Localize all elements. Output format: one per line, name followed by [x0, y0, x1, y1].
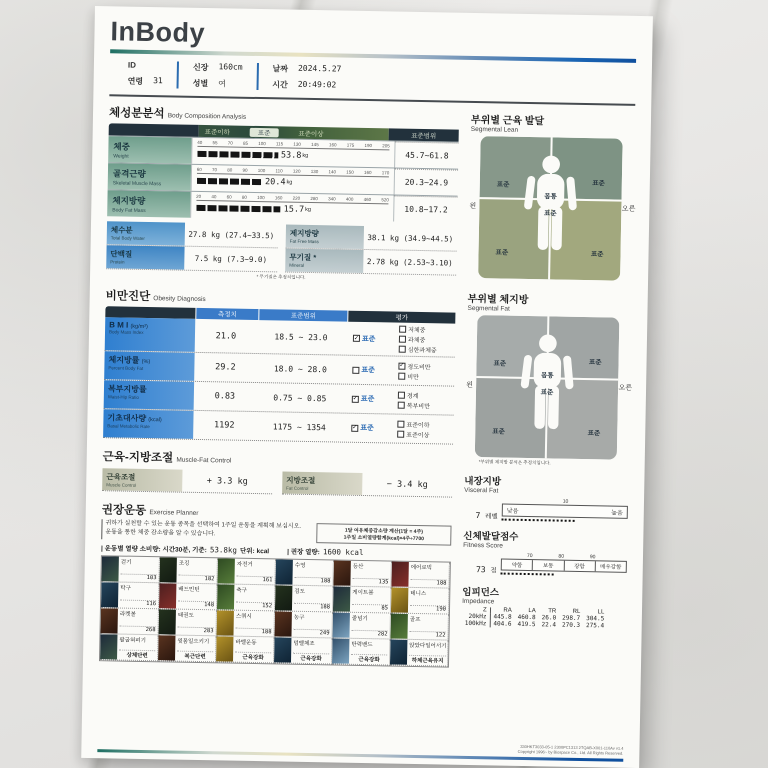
muscle-label: 골격근량 [112, 168, 146, 179]
weight-label-en: Weight [113, 153, 129, 160]
weight-range: 45.7~61.8 [394, 142, 458, 169]
fat-right-side-label: 오른 [618, 384, 633, 393]
section-fitness-score [463, 528, 628, 577]
section-visceral-fat [464, 473, 629, 523]
exercise-desc-line2: 운동을 통한 체중 감소량을 알 수 있습니다. [105, 529, 216, 538]
fat-control-cell [282, 472, 452, 498]
fat-trunk-word: 몸통 [540, 372, 554, 380]
protein-cell [106, 245, 277, 272]
whr-opt1-label: 경계 [406, 393, 419, 400]
tbw-value: 27.8 kg (27.4~33.5) [188, 229, 275, 241]
pbf-value: 29.2 [215, 362, 236, 373]
fat-ticks: 20 40 60 80 100 160 220 280 340 400 460 520 [196, 193, 389, 203]
segmental-fat-diagram [466, 315, 633, 460]
footer-code: 330HKT3033-05-1 2300PC1313 2TQAB-X001-110Av v1.4 [520, 743, 624, 751]
bmi-unit: (kg/m²) [130, 323, 148, 331]
bmr-range: 1175 ~ 1354 [272, 421, 326, 432]
fitness-subtitle: Fitness Score [463, 541, 503, 550]
fat-control-value: − 3.4 kg [386, 479, 428, 491]
id-value [153, 61, 163, 71]
muscle-control-value: + 3.3 kg [206, 476, 248, 487]
muscle-unit: kg [286, 179, 293, 186]
exercise-cell: 걷기 103 [101, 556, 159, 583]
fat-control-label-en: Fat Control [286, 485, 309, 491]
fitness-segments: 약함 보통 강함 매우강함 [501, 559, 627, 573]
bmr-eval-checkbox: ✓ [352, 424, 358, 431]
visceral-subtitle: Visceral Fat [464, 486, 499, 495]
protein-label-cell [106, 245, 184, 269]
bmr-eval-label: 표준 [360, 424, 374, 433]
muscle-control-label-cell [102, 468, 182, 491]
ffm-label: 제지방량 [289, 228, 319, 239]
info-group-body [177, 62, 257, 90]
exercise-thumbnail [100, 634, 117, 659]
exercise-thumbnail [101, 556, 118, 581]
fat-value: 15.7 [283, 204, 305, 215]
info-group-id [114, 60, 178, 88]
section-segmental-fat [465, 290, 632, 468]
exercise-cell: 태권도 283 [158, 609, 216, 636]
ffm-value: 38.1 kg (34.9~44.5) [367, 233, 454, 244]
exercise-cell: 탁구 116 [101, 582, 159, 609]
section-muscle-fat-control [102, 448, 453, 497]
fitness-unit: 점 [490, 567, 497, 575]
tbw-label: 체수분 [110, 225, 133, 235]
weight-value: 53.8 [280, 150, 302, 161]
exercise-thumbnail [217, 584, 234, 609]
inbody-report-page [81, 6, 653, 768]
inbody-logo: InBody [110, 16, 206, 49]
fitness-scale [501, 553, 627, 577]
exercise-thumbnail [101, 608, 118, 633]
exercise-cell: 줄넘기 282 [332, 612, 390, 639]
exercise-thumbnail [391, 562, 408, 587]
pbf-label-cell [104, 351, 194, 381]
fat-bar-area [190, 192, 394, 222]
fat-label: 체지방량 [112, 195, 146, 206]
whr-label-en: Waist-Hip Ratio [107, 394, 139, 400]
exercise-cell: 윗몸일으키기 복근단련 [158, 635, 216, 662]
muscle-bar-area [190, 165, 394, 195]
protein-label: 단백질 [110, 249, 133, 259]
weight-unit: kg [302, 152, 309, 159]
pbf-eval-checkbox [352, 366, 359, 373]
fat-right-arm-label: 표준 [588, 358, 602, 367]
visceral-low-label: 낮음 [506, 508, 519, 515]
age-label: 연령 [127, 76, 144, 86]
lean-right-leg-label: 표준 [590, 250, 604, 259]
ffm-label-cell [286, 225, 364, 249]
exercise-thumbnail [217, 558, 234, 583]
lean-left-side-label: 왼 [469, 203, 477, 211]
left-column [98, 104, 460, 742]
exercise-cell: 덤벨체조 근육강화 [274, 637, 332, 664]
whr-eval-label: 표준 [360, 395, 375, 404]
pbf-opt1-label: 경도비만 [407, 364, 431, 371]
muscle-control-label: 근육조절 [106, 472, 136, 482]
segmental-lean-subtitle: Segmental Lean [470, 125, 519, 134]
exercise-cell: 라켓볼 268 [100, 608, 158, 635]
whr-opt2-checkbox [398, 401, 405, 408]
ffm-label-en: Fat Free Mass [289, 238, 319, 245]
mineral-value: 2.78 kg (2.53~3.10) [366, 257, 453, 268]
exercise-cell: 에어로빅 188 [391, 562, 449, 589]
muscle-label-en: Skeletal Muscle Mass [112, 180, 162, 188]
exercise-cell: 검도 188 [275, 585, 333, 612]
exercise-thumbnail [274, 637, 291, 662]
pbf-label: 체지방률 [108, 355, 140, 365]
whr-opt1-checkbox [398, 391, 405, 398]
height-label: 신장 [192, 62, 209, 73]
weight-label-cell [108, 136, 191, 164]
body-comp-header-spacer [109, 123, 199, 137]
whr-range: 0.75 ~ 0.85 [273, 392, 327, 403]
segmental-fat-subtitle: Segmental Fat [467, 304, 510, 313]
pbf-label-en: Percent Body Fat [108, 365, 144, 371]
date-label: 날짜 [272, 64, 289, 74]
exercise-cell: 농구 249 [274, 611, 332, 638]
exercise-thumbnail [332, 638, 349, 663]
eval-header: 평가 [348, 311, 455, 324]
section-obesity-diagnosis [103, 287, 456, 444]
header-divider [109, 94, 635, 106]
impedance-title: 임피던스 [462, 586, 500, 599]
bmi-value: 21.0 [215, 330, 237, 342]
muscle-fat-subtitle: Muscle-Fat Control [176, 456, 232, 465]
lean-right-side-label: 오른 [621, 206, 636, 214]
exercise-cell: 팔굽혀펴기 상체단련 [100, 634, 158, 661]
muscle-control-cell [102, 468, 272, 494]
visceral-high-label: 높음 [611, 510, 623, 517]
date-value: 2024.5.27 [297, 63, 342, 74]
whr-value: 0.83 [214, 391, 236, 402]
measured-header: 측정치 [196, 308, 258, 320]
exercise-cell: 테니스 190 [391, 588, 449, 615]
exercise-cell: 조깅 182 [159, 557, 217, 584]
visceral-title: 내장지방 [464, 475, 502, 488]
fitness-value: 73 점 [475, 565, 497, 575]
bmi-label-en: Body Mass Index [108, 329, 144, 335]
scale-normal-label: 표준 [250, 127, 279, 137]
bmr-eval [343, 414, 453, 444]
right-column [460, 111, 636, 746]
time-value: 20:49:02 [297, 79, 337, 90]
bmi-opt2-label: 과체중 [407, 337, 426, 345]
bmi-label-cell [105, 317, 196, 352]
bmi-eval-label: 표준 [361, 335, 376, 343]
pbf-opt1-checkbox: ✓ [399, 362, 405, 369]
exercise-cell: 바벨운동 근육강화 [216, 636, 274, 663]
exercise-cell: 등산 135 [333, 560, 391, 587]
muscle-label-cell [108, 163, 191, 191]
gender-label: 성별 [192, 78, 209, 89]
fat-right-leg-label: 표준 [587, 429, 601, 438]
bmr-opt1-checkbox [397, 420, 404, 427]
visceral-level-indicator [502, 519, 575, 522]
exercise-thumbnail [275, 559, 292, 584]
exercise-calc-line2: 1주일 소비열량합계(kcal)×4주÷7700 [343, 534, 424, 543]
mineral-label-cell [285, 249, 363, 273]
exercise-meta-unit: 단위: kcal [239, 547, 270, 556]
bmr-unit: (kcal) [148, 417, 162, 424]
exercise-thumbnail [391, 588, 408, 613]
pbf-opt2-checkbox [398, 372, 405, 379]
muscle-value: 20.4 [264, 177, 286, 188]
bmr-label: 기초대사량 [107, 413, 147, 424]
exercise-cell: 게이트볼 85 [333, 586, 391, 613]
exercise-meta-left: | 운동별 열량 소비량: 시간30분, 기준: [100, 545, 207, 555]
lean-trunk-label: 표준 [543, 210, 557, 218]
exercise-meta-right: | 권장 열량: [287, 548, 320, 557]
scale-above-label: 표준이상 [298, 130, 324, 138]
mineral-cell [285, 249, 456, 276]
visceral-value: 7 레벨 [475, 511, 498, 521]
exercise-cell: 축구 152 [217, 584, 275, 611]
pbf-range: 18.0 ~ 28.0 [273, 363, 327, 374]
muscle-ticks: 60 70 80 90 100 110 120 130 140 150 160 170 [196, 166, 390, 176]
exercise-subtitle: Exercise Planner [149, 509, 199, 517]
ffm-cell [286, 225, 457, 252]
exercise-thumbnail [274, 611, 291, 636]
fat-left-leg-label: 표준 [492, 428, 505, 436]
body-comp-subtable [106, 221, 457, 275]
segmental-fat-note: *부위별 체지방 분석은 추정치입니다. [478, 459, 551, 466]
impedance-row-100khz: 100kHz 404.6 419.5 22.4 270.3 275.4 [462, 620, 607, 630]
exercise-thumbnail [390, 640, 407, 665]
patient-info-bar [114, 60, 636, 97]
bmi-opt1-checkbox [399, 326, 406, 333]
lean-left-leg-label: 표준 [495, 249, 509, 257]
gender-value: 여 [218, 79, 226, 89]
pbf-unit: (%) [141, 358, 151, 366]
fat-control-label: 지방조절 [286, 475, 316, 486]
tbw-cell [107, 221, 278, 248]
segmental-lean-diagram [469, 136, 636, 281]
exercise-cell: 골프 122 [390, 614, 448, 641]
fat-range: 10.8~17.2 [394, 196, 458, 223]
obesity-row-bmr [103, 409, 453, 444]
bmi-opt2-checkbox [399, 336, 406, 343]
impedance-table: Z RA LA TR RL LL 20kHz 445.8 460.8 26.0 298.7 304.5 100kHz 404.6 419.5 22.4 270.3 275.4 [462, 607, 608, 630]
muscle-range: 20.3~24.9 [394, 169, 458, 196]
bmi-label: B M I [109, 320, 129, 330]
weight-bar [197, 151, 278, 158]
muscle-bar [197, 178, 263, 185]
exercise-thumbnail [332, 612, 349, 637]
fat-left-side-label: 왼 [466, 382, 473, 390]
exercise-thumbnail [275, 585, 292, 610]
lean-left-arm-label: 표준 [496, 180, 510, 189]
bmi-opt3-checkbox [399, 346, 406, 353]
exercise-calc-line1: 1달 여유체중감소량 계산(1달 = 4주) [344, 527, 424, 536]
fat-label-en: Body Fat Mass [112, 207, 146, 214]
segmental-lean-title: 부위별 근육 발달 [470, 114, 545, 128]
weight-ticks: 40 55 70 85 100 115 130 145 160 175 190 205 [197, 139, 390, 149]
exercise-thumbnail [158, 635, 175, 660]
lean-trunk-word: 몸통 [544, 193, 557, 201]
age-value: 31 [153, 76, 163, 86]
footer-copyright: Copyright 1996~ by Biospace Co., Ltd. All Rights Reserved. [517, 749, 624, 757]
height-value: 160cm [218, 62, 243, 72]
exercise-cell: 탄력밴드 근육강화 [332, 638, 390, 665]
exercise-thumbnail [333, 586, 350, 611]
mineral-note: * 무기질은 추정치입니다. [256, 274, 306, 280]
range-header: 표준범위 [259, 309, 347, 322]
bmr-opt2-checkbox [397, 430, 404, 437]
section-segmental-lean [468, 111, 635, 281]
exercise-cell: 앉았다일어서기 하체근육유지 [390, 640, 448, 667]
protein-value: 7.5 kg (7.3~9.0) [194, 253, 268, 265]
exercise-title: 권장운동 Exercise Planner [101, 504, 199, 518]
body-comp-subtitle: Body Composition Analysis [167, 112, 247, 121]
weight-bar-area [191, 138, 395, 168]
exercise-desc-line1: 귀하가 실천할 수 있는 운동 종목을 선택하여 1주일 운동을 계획해 보십시오. [105, 520, 302, 530]
visceral-tick: 10 [562, 498, 569, 505]
exercise-thumbnail [101, 582, 118, 607]
whr-label: 복부지방률 [107, 384, 147, 395]
section-body-composition [106, 104, 459, 283]
pbf-eval-label: 표준 [361, 366, 375, 375]
exercise-thumbnail [159, 557, 176, 582]
exercise-description [101, 519, 316, 543]
muscle-control-label-en: Muscle Control [106, 482, 137, 488]
bmr-label-cell [103, 409, 193, 439]
bmr-opt1-label: 표준이하 [406, 422, 430, 429]
body-comp-title: 체성분분석 Body Composition Analysis [108, 107, 247, 121]
pbf-opt2-label: 비만 [407, 374, 419, 381]
visceral-unit: 레벨 [485, 513, 498, 521]
fitness-ticks: 70 80 90 [526, 553, 596, 561]
exercise-calc-box [316, 523, 451, 545]
exercise-thumbnail [333, 560, 350, 585]
muscle-fat-title: 근육-지방조절 Muscle-Fat Control [102, 451, 232, 465]
section-exercise-planner [99, 501, 452, 667]
whr-eval [344, 385, 454, 415]
tbw-label-en: Total Body Water [110, 235, 145, 241]
impedance-row-20khz: 20kHz 445.8 460.8 26.0 298.7 304.5 [462, 613, 607, 623]
bmi-eval-checkbox: ✓ [353, 335, 360, 342]
body-comp-table [106, 123, 459, 283]
mineral-label-en: Mineral [289, 262, 305, 268]
lean-right-arm-label: 표준 [592, 179, 605, 188]
whr-opt2-label: 복부비만 [406, 403, 430, 410]
exercise-cell: 수영 188 [275, 559, 333, 586]
exercise-cell: 스쿼시 188 [216, 610, 274, 637]
tbw-label-cell [107, 221, 185, 245]
fat-unit: kg [305, 206, 312, 213]
fitness-title: 신체발달점수 [463, 530, 519, 543]
exercise-thumbnail [216, 610, 233, 635]
fat-trunk-label: 표준 [540, 389, 554, 397]
impedance-subtitle: Impedance [462, 597, 495, 606]
bmr-opt2-label: 표준이상 [406, 432, 430, 439]
exercise-cell: 자전거 161 [217, 558, 275, 585]
visceral-scale [502, 498, 628, 523]
exercise-thumbnail [158, 609, 175, 634]
obesity-subtitle: Obesity Diagnosis [153, 295, 206, 304]
exercise-base-weight: 53.8kg [209, 545, 238, 555]
bmi-eval [345, 322, 456, 357]
bmr-value: 1192 [213, 420, 235, 431]
scale-below-label: 표준이하 [204, 128, 230, 136]
whr-eval-checkbox: ✓ [352, 395, 358, 402]
exercise-grid [99, 555, 451, 667]
exercise-cell: 배드민턴 148 [159, 583, 217, 610]
time-label: 시간 [272, 80, 288, 90]
bmi-opt3-label: 심한과체중 [407, 347, 437, 355]
weight-label: 체중 [113, 141, 130, 152]
fat-label-cell [107, 190, 190, 218]
bmr-label-en: Basal Metabolic Rate [107, 423, 150, 430]
fat-control-label-cell [282, 472, 362, 495]
impedance-z-header: Z [462, 607, 490, 614]
id-label: ID [127, 60, 137, 70]
fat-bar [196, 205, 281, 213]
fitness-level-indicator [501, 573, 554, 576]
mineral-label: 무기질 * [289, 252, 317, 263]
exercise-thumbnail [216, 636, 233, 661]
bmi-opt1-label: 저체중 [408, 327, 426, 335]
segmental-fat-title: 부위별 체지방 [467, 293, 529, 306]
protein-label-en: Protein [110, 259, 125, 265]
exercise-recommended-kcal: 1600 kcal [322, 547, 364, 558]
section-impedance [462, 584, 627, 630]
fat-left-arm-label: 표준 [493, 359, 507, 368]
whr-label-cell [104, 380, 194, 410]
bmi-range: 18.5 ~ 23.0 [274, 332, 328, 343]
pbf-eval [344, 356, 454, 386]
exercise-thumbnail [390, 614, 407, 639]
info-group-datetime [256, 63, 355, 92]
obesity-title: 비만진단 Obesity Diagnosis [105, 290, 206, 304]
scale-range-label: 표준범위 [389, 128, 459, 141]
exercise-thumbnail [159, 583, 176, 608]
